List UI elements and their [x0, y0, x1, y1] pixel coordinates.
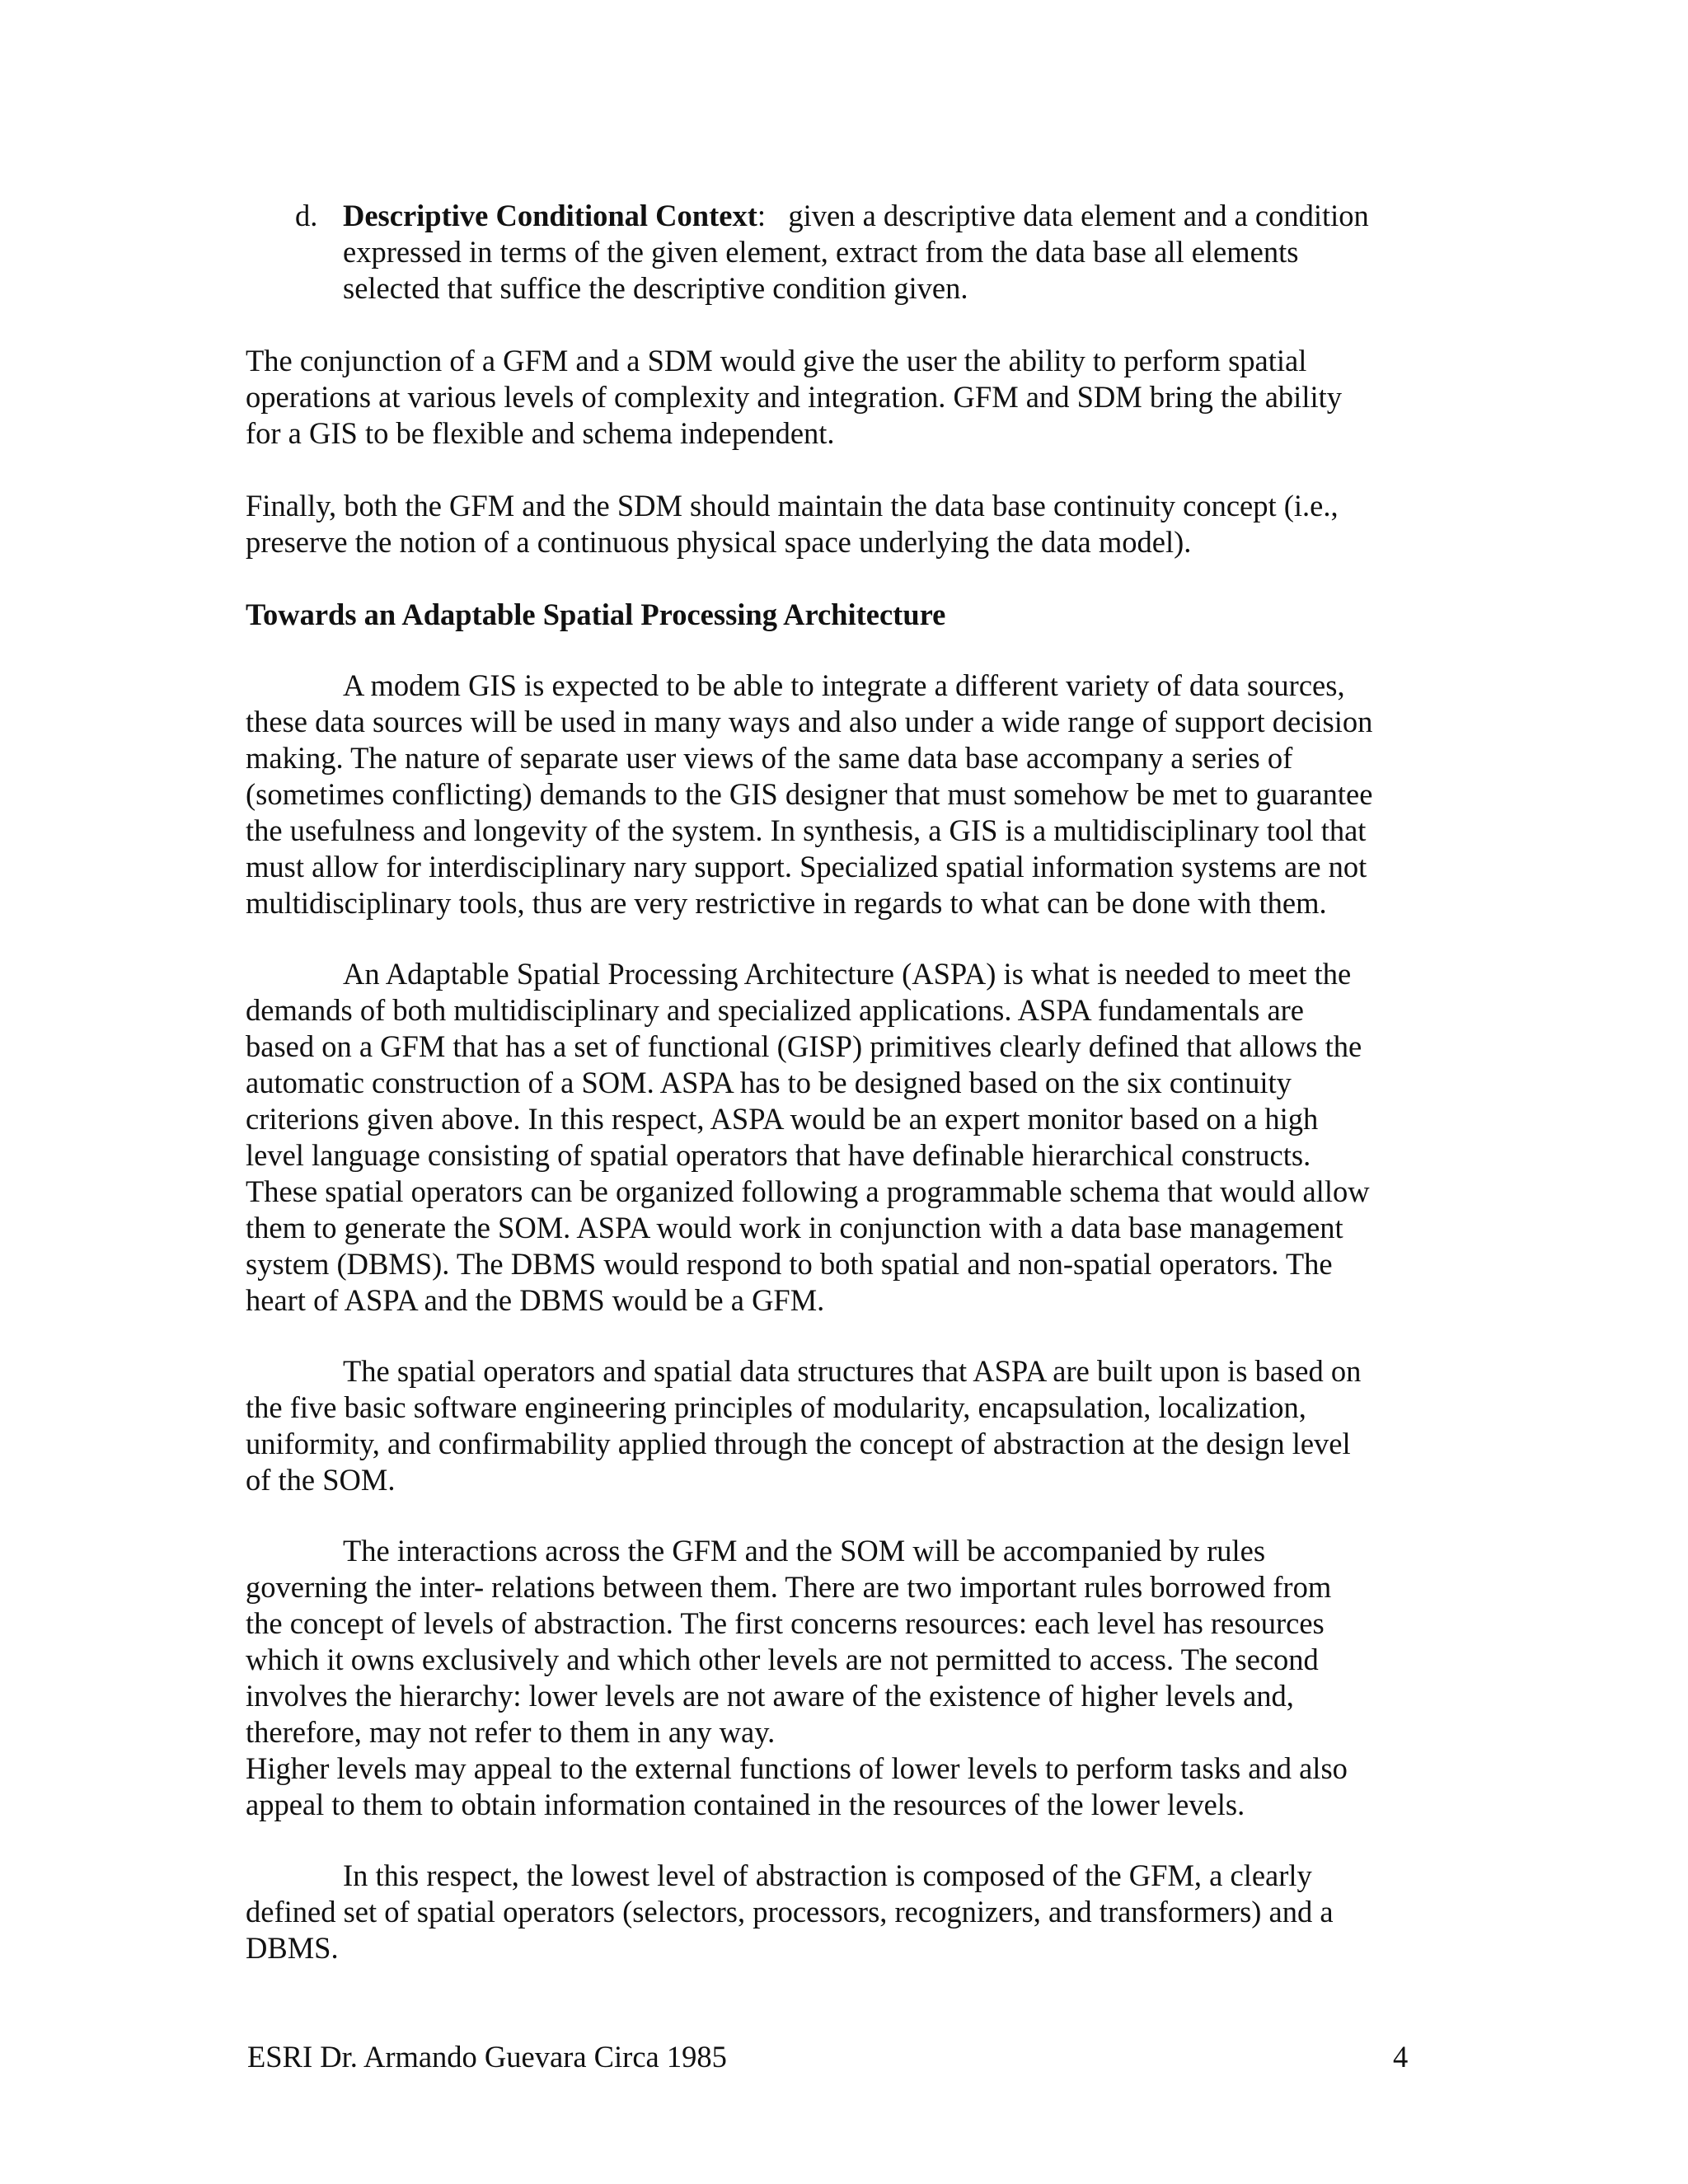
paragraph-line: The spatial operators and spatial data structures that ASPA are built upon is based on — [343, 1354, 1362, 1388]
paragraph-line: (sometimes conflicting) demands to the GIS designer that must somehow be met to guarantee — [246, 777, 1373, 811]
paragraph-line: for a GIS to be flexible and schema independent. — [246, 416, 835, 450]
paragraph-line: these data sources will be used in many ways and also under a wide range of support decision — [246, 705, 1373, 738]
paragraph-line: involves the hierarchy: lower levels are not aware of the existence of higher levels and, — [246, 1679, 1294, 1713]
list-item-d-line-1 — [343, 198, 1369, 234]
list-item-marker: d. — [295, 199, 318, 232]
paragraph-line: These spatial operators can be organized following a programmable schema that would allow — [246, 1174, 1370, 1208]
paragraph-line: An Adaptable Spatial Processing Architecture (ASPA) is what is needed to meet the — [343, 957, 1352, 991]
paragraph-line: uniformity, and confirmability applied through the concept of abstraction at the design level — [246, 1427, 1351, 1460]
paragraph-line: preserve the notion of a continuous physical space underlying the data model). — [246, 525, 1192, 559]
list-item-separator: : — [757, 199, 767, 232]
paragraph-line: system (DBMS). The DBMS would respond to both spatial and non-spatial operators. The — [246, 1247, 1333, 1281]
paragraph-line: which it owns exclusively and which other levels are not permitted to access. The second — [246, 1643, 1319, 1676]
footer-citation: ESRI Dr. Armando Guevara Circa 1985 — [247, 2040, 727, 2074]
paragraph-line: demands of both multidisciplinary and specialized applications. ASPA fundamentals are — [246, 993, 1305, 1027]
paragraph-line: A modem GIS is expected to be able to integrate a different variety of data sources, — [343, 668, 1345, 702]
paragraph-line: the usefulness and longevity of the system. In synthesis, a GIS is a multidisciplinary tool that — [246, 813, 1367, 847]
paragraph-line: defined set of spatial operators (selectors, processors, recognizers, and transformers) and a — [246, 1895, 1334, 1929]
paragraph-line: based on a GFM that has a set of functional (GISP) primitives clearly defined that allows the — [246, 1029, 1362, 1063]
list-item-text: given a descriptive data element and a condition — [788, 199, 1369, 232]
paragraph-line: operations at various levels of complexity and integration. GFM and SDM bring the ability — [246, 380, 1342, 414]
paragraph-line: DBMS. — [246, 1931, 339, 1965]
paragraph-line: multidisciplinary tools, thus are very restrictive in regards to what can be done with them. — [246, 886, 1327, 920]
list-item-term: Descriptive Conditional Context — [343, 199, 757, 232]
paragraph-line: governing the inter- relations between them. There are two important rules borrowed from — [246, 1570, 1332, 1604]
page-number: 4 — [1393, 2040, 1409, 2074]
paragraph-line: Higher levels may appeal to the external functions of lower levels to perform tasks and also — [246, 1751, 1348, 1785]
section-heading: Towards an Adaptable Spatial Processing Architecture — [246, 598, 946, 631]
paragraph-line: them to generate the SOM. ASPA would work in conjunction with a data base management — [246, 1211, 1343, 1244]
paragraph-line: the five basic software engineering principles of modularity, encapsulation, localization, — [246, 1390, 1306, 1424]
paragraph-line: making. The nature of separate user views of the same data base accompany a series of — [246, 741, 1293, 775]
list-item-d-line-3: selected that suffice the descriptive condition given. — [343, 271, 968, 305]
paragraph-line: automatic construction of a SOM. ASPA has to be designed based on the six continuity — [246, 1066, 1292, 1099]
paragraph-line: The conjunction of a GFM and a SDM would give the user the ability to perform spatial — [246, 344, 1307, 377]
paragraph-line: of the SOM. — [246, 1463, 396, 1497]
paragraph-line: therefore, may not refer to them in any way. — [246, 1715, 776, 1749]
paragraph-line: In this respect, the lowest level of abstraction is composed of the GFM, a clearly — [343, 1858, 1312, 1892]
paragraph-line: The interactions across the GFM and the SOM will be accompanied by rules — [343, 1534, 1266, 1568]
paragraph-line: Finally, both the GFM and the SDM should maintain the data base continuity concept (i.e., — [246, 489, 1339, 523]
paragraph-line: criterions given above. In this respect, ASPA would be an expert monitor based on a high — [246, 1102, 1319, 1136]
paragraph-line: appeal to them to obtain information contained in the resources of the lower levels. — [246, 1788, 1245, 1821]
paragraph-line: heart of ASPA and the DBMS would be a GFM. — [246, 1283, 825, 1317]
paragraph-line: level language consisting of spatial operators that have definable hierarchical constructs. — [246, 1138, 1311, 1172]
paragraph-line: the concept of levels of abstraction. The first concerns resources: each level has resources — [246, 1606, 1325, 1640]
paragraph-line: must allow for interdisciplinary nary support. Specialized spatial information systems are not — [246, 850, 1367, 883]
list-item-d-line-2: expressed in terms of the given element, extract from the data base all elements — [343, 235, 1299, 269]
